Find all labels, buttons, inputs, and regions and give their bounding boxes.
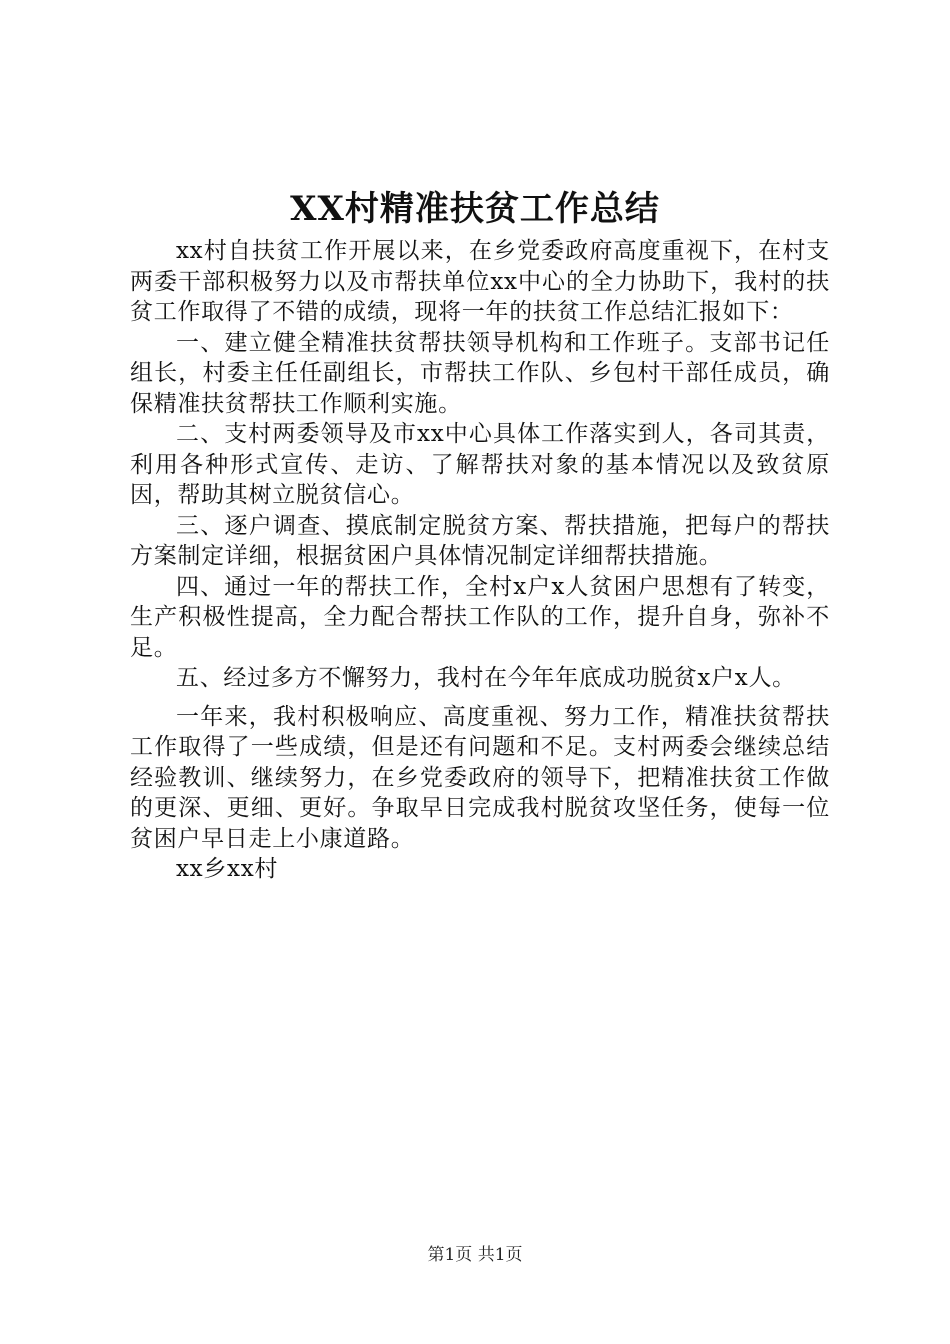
document-body	[130, 236, 830, 885]
paragraph-item-1: 一、建立健全精准扶贫帮扶领导机构和工作班子。支部书记任组长，村委主任任副组长，市帮扶工作队、乡包村干部任成员，确保精准扶贫帮扶工作顺利实施。	[130, 329, 830, 417]
page-footer: 第1页 共1页	[427, 1245, 523, 1265]
paragraph-item-5: 五、经过多方不懈努力，我村在今年年底成功脱贫x户x人。	[176, 665, 796, 691]
document-title: XX村精准扶贫工作总结	[290, 189, 660, 229]
paragraph-intro: xx村自扶贫工作开展以来，在乡党委政府高度重视下，在村支两委干部积极努力以及市帮扶单位xx中心的全力协助下，我村的扶贫工作取得了不错的成绩，现将一年的扶贫工作总结汇报如下：	[130, 238, 830, 325]
paragraph-conclusion: 一年来，我村积极响应、高度重视、努力工作，精准扶贫帮扶工作取得了一些成绩，但是还有问题和不足。支村两委会继续总结经验教训、继续努力，在乡党委政府的领导下，把精准扶贫工作做的更深、更细、更好。争取早日完成我村脱贫攻坚任务，使每一位贫困户早日走上小康道路。	[130, 703, 830, 852]
paragraph-item-4: 四、通过一年的帮扶工作，全村x户x人贫困户思想有了转变，生产积极性提高，全力配合帮扶工作队的工作，提升自身，弥补不足。	[130, 573, 830, 661]
paragraph-item-3: 三、逐户调查、摸底制定脱贫方案、帮扶措施，把每户的帮扶方案制定详细，根据贫困户具体情况制定详细帮扶措施。	[130, 512, 830, 569]
signature: xx乡xx村	[176, 856, 279, 882]
paragraph-item-2: 二、支村两委领导及市xx中心具体工作落实到人，各司其责，利用各种形式宣传、走访、了解帮扶对象的基本情况以及致贫原因，帮助其树立脱贫信心。	[130, 421, 830, 508]
